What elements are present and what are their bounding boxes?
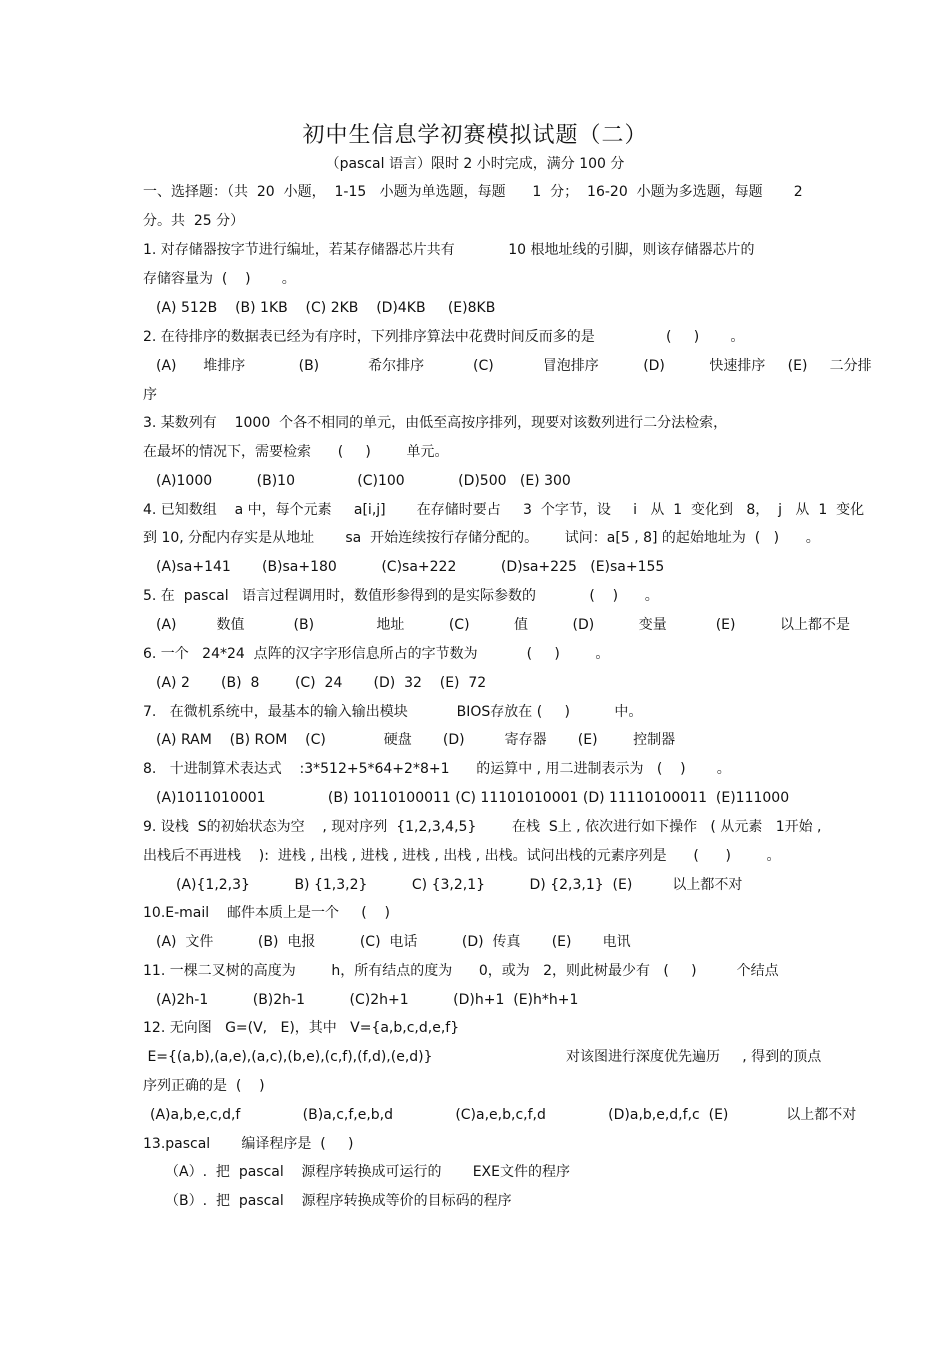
section-header-line-1: 一、选择题：（共 20 小题， 1-15 小题为单选题，每题 1 分； 16-20 小题为多选题，每题 2 — [143, 184, 803, 200]
question-1-text-cont: 存储容量为 ( ) 。 — [143, 271, 296, 287]
question-8-text: 8. 十进制算术表达式 :3*512+5*64+2*8+1 的运算中 , 用二进制表示为 ( ) 。 — [143, 761, 731, 777]
section-header-line-2: 分。共 25 分） — [143, 213, 245, 229]
page-title: 初中生信息学初赛模拟试题（二） — [302, 123, 648, 148]
question-1-text: 1. 对存储器按字节进行编址，若某存储器芯片共有 10 根地址线的引脚，则该存储器芯片的 — [143, 242, 755, 258]
question-9-text-cont: 出栈后不再进栈 ): 进栈 , 出栈 , 进栈 , 进栈 , 出栈 , 出栈。试问出栈的元素序列是 ( ) 。 — [143, 848, 781, 864]
question-2-options-cont: 序 — [143, 387, 157, 403]
question-2-options: (A) 堆排序 (B) 希尔排序 (C) 冒泡排序 (D) 快速排序 (E) 二分排 — [156, 358, 872, 374]
question-12-text-cont2: 序列正确的是 ( ) — [143, 1078, 265, 1094]
question-6-options: (A) 2 (B) 8 (C) 24 (D) 32 (E) 72 — [156, 675, 487, 691]
page-subtitle: （pascal 语言）限时 2 小时完成，满分 100 分 — [325, 156, 625, 172]
question-4-options: (A)sa+141 (B)sa+180 (C)sa+222 (D)sa+225 (E)sa+155 — [156, 559, 665, 575]
question-4-text: 4. 已知数组 a 中，每个元素 a[i,j] 在存储时要占 3 个字节，设 i 从 1 变化到 8， j 从 1 变化 — [143, 502, 865, 518]
question-9-text: 9. 设栈 S的初始状态为空 , 现对序列 {1,2,3,4,5} 在栈 S上 , 依次进行如下操作 ( 从元素 1开始 , — [143, 819, 822, 835]
question-12-options: (A)a,b,e,c,d,f (B)a,c,f,e,b,d (C)a,e,b,c,f,d (D)a,b,e,d,f,c (E) 以上都不对 — [150, 1107, 857, 1123]
question-3-options: (A)1000 (B)10 (C)100 (D)500 (E) 300 — [156, 473, 571, 489]
question-10-options: (A) 文件 (B) 电报 (C) 电话 (D) 传真 (E) 电讯 — [156, 934, 631, 950]
question-6-text: 6. 一个 24*24 点阵的汉字字形信息所占的字节数为 ( ) 。 — [143, 646, 610, 662]
question-9-options: (A){1,2,3} B) {1,3,2} C) {3,2,1} D) {2,3,1} (E) 以上都不对 — [176, 877, 743, 893]
question-2-text: 2. 在待排序的数据表已经为有序时，下列排序算法中花费时间反而多的是 ( ) 。 — [143, 329, 745, 345]
question-4-text-cont: 到 10, 分配内存实是从地址 sa 开始连续按行存储分配的。 试问：a[5 , 8] 的起始地址为 ( ) 。 — [143, 530, 820, 546]
question-12-text-cont: E={(a,b),(a,e),(a,c),(b,e),(c,f),(f,d),(e,d)} 对该图进行深度优先遍历 , 得到的顶点 — [143, 1049, 822, 1065]
question-13-text: 13.pascal 编译程序是 ( ) — [143, 1136, 354, 1152]
question-13-option-b: （B）. 把 pascal 源程序转换成等价的目标码的程序 — [165, 1193, 512, 1209]
question-5-text: 5. 在 pascal 语言过程调用时，数值形参得到的是实际参数的 ( ) 。 — [143, 588, 659, 604]
question-1-options: (A) 512B (B) 1KB (C) 2KB (D)4KB (E)8KB — [156, 300, 496, 316]
question-11-options: (A)2h-1 (B)2h-1 (C)2h+1 (D)h+1 (E)h*h+1 — [156, 992, 579, 1008]
question-3-text: 3. 某数列有 1000 个各不相同的单元，由低至高按序排列，现要对该数列进行二分法检索， — [143, 415, 728, 431]
question-3-text-cont: 在最坏的情况下，需要检索 ( ) 单元。 — [143, 444, 449, 460]
question-7-options: (A) RAM (B) ROM (C) 硬盘 (D) 寄存器 (E) 控制器 — [156, 732, 676, 748]
question-10-text: 10.E-mail 邮件本质上是一个 ( ) — [143, 905, 390, 921]
question-12-text: 12. 无向图 G=(V, E)，其中 V={a,b,c,d,e,f} — [143, 1020, 460, 1036]
question-5-options: (A) 数值 (B) 地址 (C) 值 (D) 变量 (E) 以上都不是 — [156, 617, 850, 633]
question-11-text: 11. 一棵二叉树的高度为 h，所有结点的度为 0，或为 2，则此树最少有 ( ) 个结点 — [143, 963, 779, 979]
question-13-option-a: （A）. 把 pascal 源程序转换成可运行的 EXE文件的程序 — [165, 1164, 570, 1180]
question-8-options: (A)1011010001 (B) 10110100011 (C) 11101010001 (D) 11110100011 (E)111000 — [156, 790, 790, 806]
question-7-text: 7. 在微机系统中，最基本的输入输出模块 BIOS存放在 ( ) 中。 — [143, 704, 643, 720]
